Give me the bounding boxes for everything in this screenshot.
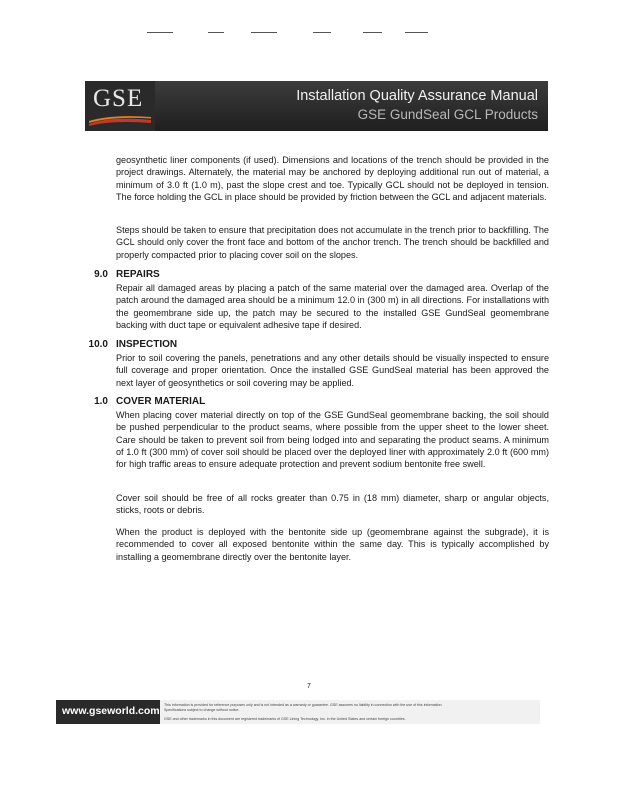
repairs-paragraph: Repair all damaged areas by placing a patch of the same material over the damaged area. Overlap of the patch around the damaged area should be a minimum 12.0 in (300 m) in all directions. For installations with the geomembrane side up, the patch may be secured to the installed GSE GundSeal geomembrane backing with duct tape or equivalent adhesive tape if desired.	[116, 283, 549, 330]
logo-text: GSE	[93, 85, 144, 112]
section-number-cover: 1.0	[94, 396, 108, 407]
logo-swoosh-icon	[89, 114, 151, 126]
gse-logo	[85, 81, 155, 131]
cover-paragraph-2: Cover soil should be free of all rocks greater than 0.75 in (18 mm) diameter, sharp or angular objects, sticks, roots or debris.	[116, 493, 549, 516]
section-title-inspection: INSPECTION	[116, 339, 178, 350]
intro-paragraph-2: Steps should be taken to ensure that precipitation does not accumulate in the trench prior to backfilling. The GCL should only cover the front face and bottom of the anchor trench. The trench should be backfilled and properly compacted prior to placing cover soil on the slopes.	[116, 225, 549, 260]
scan-top-marks	[0, 32, 618, 36]
manual-title: Installation Quality Assurance Manual	[296, 88, 538, 104]
inspection-paragraph: Prior to soil covering the panels, penetrations and any other details should be visually inspected to ensure full coverage and proper orientation. Once the installed GSE GundSeal material has been approved the next layer of geosynthetics or soil covering may be applied.	[116, 353, 549, 388]
footer-url-bar	[56, 700, 160, 724]
section-title-repairs: REPAIRS	[116, 269, 160, 280]
header-banner	[85, 81, 548, 131]
footer-fine-print-3: GSE and other trademarks in this document are registered trademarks of GSE Lining Technology, Inc. in the United States and certain foreign countries.	[164, 717, 406, 721]
footer-fine-print-2: Specifications subject to change without notice.	[164, 708, 240, 712]
cover-paragraph-1: When placing cover material directly on top of the GSE GundSeal geomembrane backing, the soil should be pushed perpendicular to the product seams, where possible from the upper sheet to the lower sheet. Care should be taken to prevent soil from being lodged into and separating the product seams. A minimum of 1.0 ft (300 mm) of cover soil should be placed over the deployed liner with approximately 2.0 ft (600 mm) for high traffic areas to ensure adequate protection and prevent sodium bentonite free swell.	[116, 410, 549, 470]
page-number: 7	[307, 683, 311, 690]
manual-subtitle: GSE GundSeal GCL Products	[357, 107, 538, 122]
cover-paragraph-3: When the product is deployed with the bentonite side up (geomembrane against the subgrade), it is recommended to cover all exposed bentonite within the same day. This is typically accomplished by installing a geomembrane directly over the bentonite layer.	[116, 527, 549, 562]
section-number-inspection: 10.0	[88, 339, 108, 350]
section-title-cover: COVER MATERIAL	[116, 396, 206, 407]
section-number-repairs: 9.0	[94, 269, 108, 280]
footer-url: www.gseworld.com	[62, 705, 160, 717]
footer-fine-print-1: This information is provided for reference purposes only and is not intended as a warranty or guarantee. GSE assumes no liability in connection with the use of this information.	[164, 703, 443, 707]
intro-paragraph-1: geosynthetic liner components (if used). Dimensions and locations of the trench should be provided in the project drawings. Alternately, the material may be anchored by deploying additional run out of material, a minimum of 3.0 ft (1.0 m), past the slope crest and toe. Typically GCL should not be deployed in tension. The force holding the GCL in place should be provided by friction between the GCL and adjacent materials.	[116, 155, 549, 202]
